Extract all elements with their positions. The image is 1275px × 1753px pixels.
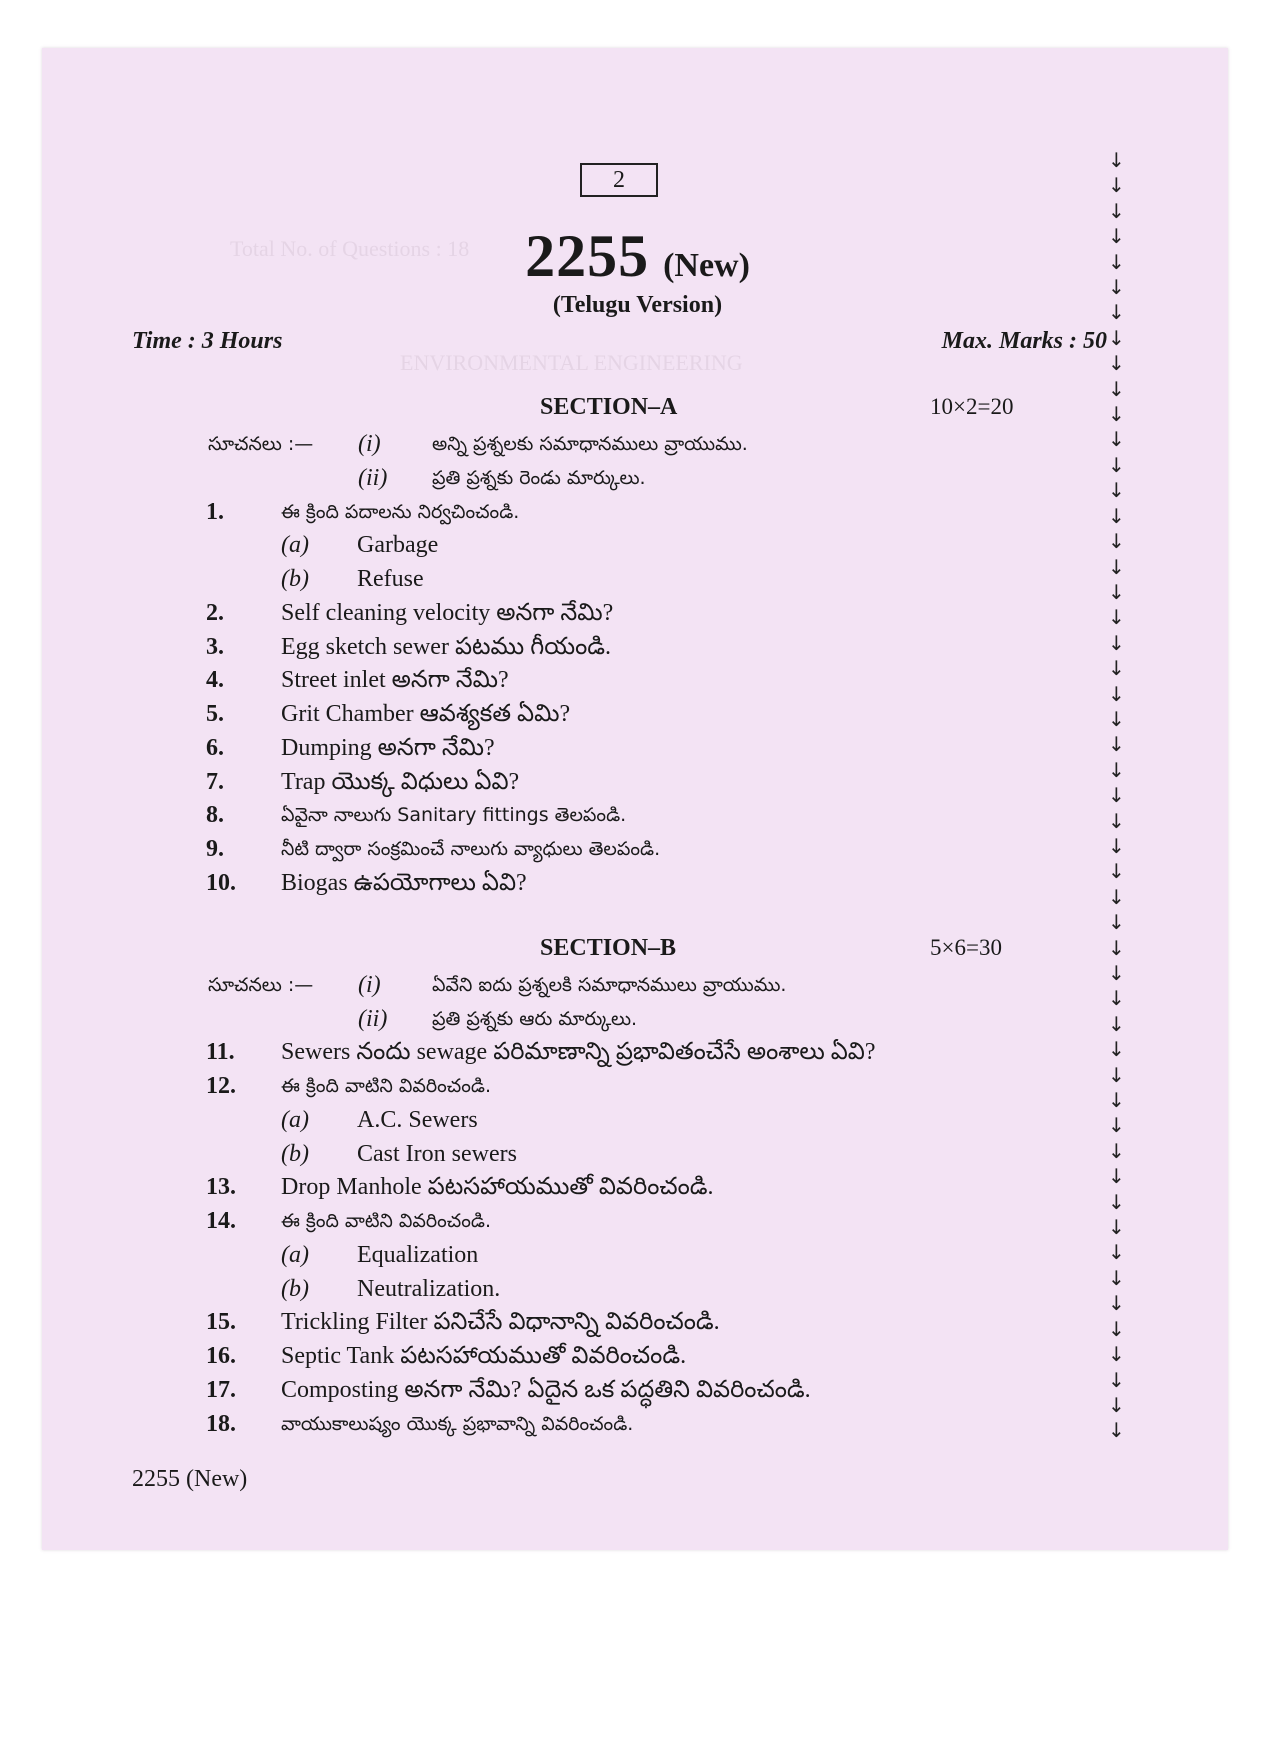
down-arrow-icon: ↓ xyxy=(1108,630,1125,655)
question-number: 1. xyxy=(206,499,224,525)
question-text: Composting అనగా నేమి? ఏదైన ఒక పద్ధతిని వివరించండి. xyxy=(281,1377,811,1403)
question-5 xyxy=(0,698,1275,730)
down-arrow-icon: ↓ xyxy=(1108,1240,1125,1265)
part-text: A.C. Sewers xyxy=(357,1107,478,1133)
down-arrow-icon: ↓ xyxy=(1108,1189,1125,1214)
question-text: ఏవైనా నాలుగు Sanitary fittings తెలపండి. xyxy=(281,804,627,826)
section-b-marks: 5×6=30 xyxy=(930,935,1002,960)
question-number: 10. xyxy=(206,870,236,896)
down-arrow-icon: ↓ xyxy=(1108,529,1125,554)
down-arrow-icon: ↓ xyxy=(1108,1062,1125,1087)
down-arrow-icon: ↓ xyxy=(1108,935,1125,960)
down-arrow-icon: ↓ xyxy=(1108,732,1125,757)
show-through-text: Total No. of Questions : 18 xyxy=(230,236,470,261)
question-1 xyxy=(0,496,1275,528)
part-text: Refuse xyxy=(357,566,424,592)
down-arrow-icon: ↓ xyxy=(1108,656,1125,681)
question-number: 5. xyxy=(206,701,224,727)
down-arrow-icon: ↓ xyxy=(1108,1164,1125,1189)
question-number: 3. xyxy=(206,634,224,660)
down-arrow-icon: ↓ xyxy=(1108,325,1125,350)
down-arrow-icon: ↓ xyxy=(1108,884,1125,909)
part-text: Cast Iron sewers xyxy=(357,1141,517,1167)
question-text: Septic Tank పటసహాయముతో వివరించండి. xyxy=(281,1343,687,1369)
question-15 xyxy=(0,1306,1275,1338)
section-b-title: SECTION–B xyxy=(540,935,677,961)
note-label: సూచనలు :— xyxy=(208,433,314,455)
note-roman: (ii) xyxy=(358,1006,388,1032)
footer-code: 2255 (New) xyxy=(132,1466,248,1492)
question-number: 4. xyxy=(206,667,224,693)
down-arrow-icon: ↓ xyxy=(1108,503,1125,528)
question-8 xyxy=(0,799,1275,831)
question-4 xyxy=(0,664,1275,696)
down-arrow-icon: ↓ xyxy=(1108,1291,1125,1316)
question-number: 2. xyxy=(206,600,224,626)
down-arrow-icon: ↓ xyxy=(1108,275,1125,300)
question-9 xyxy=(0,833,1275,865)
question-text: Trickling Filter పనిచేసే విధానాన్ని వివరించండి. xyxy=(281,1309,720,1335)
question-text: Trap యొక్క విధులు ఏవి? xyxy=(281,769,520,795)
part-label: (a) xyxy=(281,532,309,558)
question-number: 15. xyxy=(206,1309,236,1335)
question-number: 16. xyxy=(206,1343,236,1369)
note-roman: (ii) xyxy=(358,465,388,491)
question-number: 9. xyxy=(206,836,224,862)
question-number: 11. xyxy=(206,1039,235,1065)
down-arrow-icon: ↓ xyxy=(1108,1342,1125,1367)
question-14-part-b xyxy=(0,1273,1275,1305)
note-text: ప్రతి ప్రశ్నకు ఆరు మార్కులు. xyxy=(432,1008,638,1030)
question-12-part-b xyxy=(0,1138,1275,1170)
question-text: ఈ క్రింది పదాలను నిర్వచించండి. xyxy=(281,501,520,523)
down-arrow-icon: ↓ xyxy=(1108,249,1125,274)
question-number: 18. xyxy=(206,1411,236,1437)
question-text: Dumping అనగా నేమి? xyxy=(281,735,495,761)
question-number: 6. xyxy=(206,735,224,761)
question-text: Self cleaning velocity అనగా నేమి? xyxy=(281,600,614,626)
down-arrow-icon: ↓ xyxy=(1108,757,1125,782)
down-arrow-icon: ↓ xyxy=(1108,986,1125,1011)
question-1-part-b xyxy=(0,563,1275,595)
question-text: Grit Chamber ఆవశ్యకత ఏమి? xyxy=(281,701,571,727)
down-arrow-icon: ↓ xyxy=(1108,554,1125,579)
paper-code-title xyxy=(0,222,1275,291)
part-text: Equalization xyxy=(357,1242,479,1268)
down-arrow-icon: ↓ xyxy=(1108,402,1125,427)
question-text: Egg sketch sewer పటము గీయండి. xyxy=(281,634,612,660)
part-label: (a) xyxy=(281,1242,309,1268)
question-12 xyxy=(0,1070,1275,1102)
down-arrow-icon: ↓ xyxy=(1108,1265,1125,1290)
question-1-part-a xyxy=(0,529,1275,561)
note-roman: (i) xyxy=(358,431,381,457)
question-13 xyxy=(0,1171,1275,1203)
question-number: 14. xyxy=(206,1208,236,1234)
part-label: (b) xyxy=(281,566,309,592)
down-arrow-icon: ↓ xyxy=(1108,1418,1125,1443)
down-arrow-icon: ↓ xyxy=(1108,833,1125,858)
down-arrow-icon: ↓ xyxy=(1108,808,1125,833)
part-text: Neutralization. xyxy=(357,1276,501,1302)
question-3 xyxy=(0,631,1275,663)
down-arrow-icon: ↓ xyxy=(1108,1113,1125,1138)
question-text: నీటి ద్వారా సంక్రమించే నాలుగు వ్యాధులు తెలపండి. xyxy=(281,838,661,860)
down-arrow-icon: ↓ xyxy=(1108,1138,1125,1163)
down-arrow-icon: ↓ xyxy=(1108,859,1125,884)
question-text: Drop Manhole పటసహాయముతో వివరించండి. xyxy=(281,1174,714,1200)
question-text: Biogas ఉపయోగాలు ఏవి? xyxy=(281,870,527,896)
question-12-part-a xyxy=(0,1104,1275,1136)
note-text: ఏవేని ఐదు ప్రశ్నలకి సమాధానములు వ్రాయుము. xyxy=(432,974,787,996)
note-text: ప్రతి ప్రశ్నకు రెండు మార్కులు. xyxy=(432,467,646,489)
paper-code-suffix: (New) xyxy=(663,247,750,284)
part-label: (b) xyxy=(281,1276,309,1302)
down-arrow-icon: ↓ xyxy=(1108,224,1125,249)
down-arrow-icon: ↓ xyxy=(1108,300,1125,325)
section-b-note-i xyxy=(0,969,1275,1001)
arrow-column xyxy=(1108,148,1132,1444)
question-18 xyxy=(0,1408,1275,1440)
question-text: ఈ క్రింది వాటిని వివరించండి. xyxy=(281,1210,491,1232)
down-arrow-icon: ↓ xyxy=(1108,1392,1125,1417)
down-arrow-icon: ↓ xyxy=(1108,198,1125,223)
question-text: Sewers నందు sewage పరిమాణాన్ని ప్రభావితంచేసే అంశాలు ఏవి? xyxy=(281,1039,876,1065)
question-text: Street inlet అనగా నేమి? xyxy=(281,667,509,693)
question-number: 12. xyxy=(206,1073,236,1099)
part-label: (a) xyxy=(281,1107,309,1133)
version-label: (Telugu Version) xyxy=(552,292,723,318)
question-6 xyxy=(0,732,1275,764)
question-10 xyxy=(0,867,1275,899)
question-14 xyxy=(0,1205,1275,1237)
question-14-part-a xyxy=(0,1239,1275,1271)
time-label: Time : 3 Hours xyxy=(132,328,283,354)
show-through-text: ENVIRONMENTAL ENGINEERING xyxy=(400,350,743,375)
question-17 xyxy=(0,1374,1275,1406)
section-a-marks: 10×2=20 xyxy=(930,394,1014,419)
down-arrow-icon: ↓ xyxy=(1108,351,1125,376)
down-arrow-icon: ↓ xyxy=(1108,1316,1125,1341)
max-marks-label: Max. Marks : 50 xyxy=(941,328,1107,354)
section-a-note-i xyxy=(0,428,1275,460)
down-arrow-icon: ↓ xyxy=(1108,173,1125,198)
question-number: 17. xyxy=(206,1377,236,1403)
down-arrow-icon: ↓ xyxy=(1108,376,1125,401)
down-arrow-icon: ↓ xyxy=(1108,148,1125,172)
down-arrow-icon: ↓ xyxy=(1108,706,1125,731)
down-arrow-icon: ↓ xyxy=(1108,605,1125,630)
down-arrow-icon: ↓ xyxy=(1108,910,1125,935)
question-7 xyxy=(0,766,1275,798)
note-text: అన్ని ప్రశ్నలకు సమాధానములు వ్రాయుము. xyxy=(432,433,748,455)
question-number: 13. xyxy=(206,1174,236,1200)
down-arrow-icon: ↓ xyxy=(1108,961,1125,985)
page-number-box: 2 xyxy=(580,163,658,197)
down-arrow-icon: ↓ xyxy=(1108,1367,1125,1392)
part-text: Garbage xyxy=(357,532,439,558)
down-arrow-icon: ↓ xyxy=(1108,1011,1125,1036)
paper-code: 2255 xyxy=(525,223,650,289)
question-2 xyxy=(0,597,1275,629)
down-arrow-icon: ↓ xyxy=(1108,1037,1125,1062)
down-arrow-icon: ↓ xyxy=(1108,1215,1125,1240)
down-arrow-icon: ↓ xyxy=(1108,681,1125,706)
question-text: ఈ క్రింది వాటిని వివరించండి. xyxy=(281,1075,491,1097)
note-label: సూచనలు :— xyxy=(208,974,314,996)
down-arrow-icon: ↓ xyxy=(1108,427,1125,452)
section-a-title: SECTION–A xyxy=(540,394,678,420)
question-text: వాయుకాలుష్యం యొక్క ప్రభావాన్ని వివరించండి. xyxy=(281,1413,634,1435)
note-roman: (i) xyxy=(358,972,381,998)
question-number: 8. xyxy=(206,802,224,828)
down-arrow-icon: ↓ xyxy=(1108,478,1125,503)
down-arrow-icon: ↓ xyxy=(1108,1088,1125,1113)
down-arrow-icon: ↓ xyxy=(1108,783,1125,808)
section-b-note-ii xyxy=(0,1003,1275,1035)
section-a-note-ii xyxy=(0,462,1275,494)
down-arrow-icon: ↓ xyxy=(1108,452,1125,477)
part-label: (b) xyxy=(281,1141,309,1167)
down-arrow-icon: ↓ xyxy=(1108,579,1125,604)
question-11 xyxy=(0,1036,1275,1068)
question-number: 7. xyxy=(206,769,224,795)
question-16 xyxy=(0,1340,1275,1372)
